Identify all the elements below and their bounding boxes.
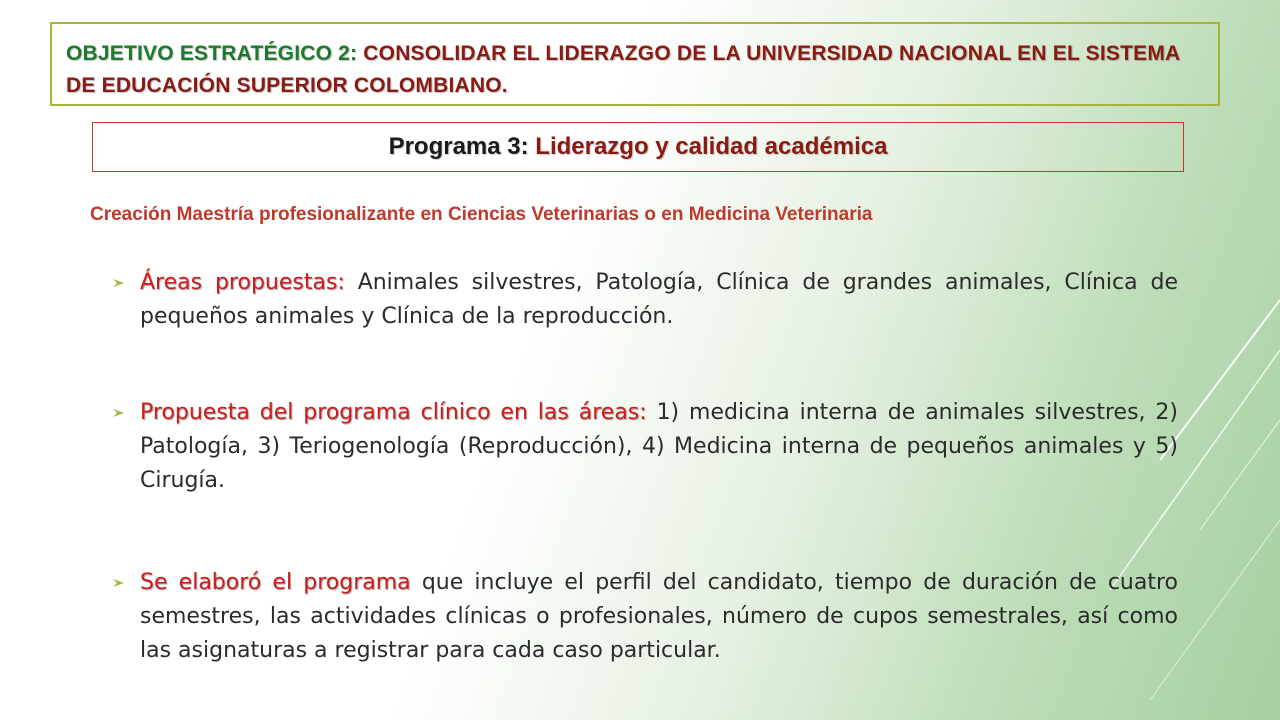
bullet-item [112,396,1178,498]
bullet-text: 1) medicina interna de animales silvestres, 2) Patología, 3) Teriogenología (Reproducción), 4) Medicina interna de pequeños animales y 5) Cirugía. [140,400,1178,493]
arrow-bullet-icon [112,407,128,419]
slide-subtitle: Creación Maestría profesionalizante en Ciencias Veterinarias o en Medicina Veterinaria [90,204,873,225]
objective-prefix: OBJETIVO ESTRATÉGICO 2: [66,42,364,65]
bullet-item [112,566,1178,668]
bullet-text: que incluye el perfil del candidato, tiempo de duración de cuatro semestres, las actividades clínicas o profesionales, número de cupos semestrales, así como las asignaturas a registrar para cada caso particular. [140,570,1178,663]
arrow-bullet-icon [112,577,128,589]
objective-text: CONSOLIDAR EL LIDERAZGO DE LA UNIVERSIDAD NACIONAL EN EL SISTEMA DE EDUCACIÓN SUPERIOR COLOMBIANO. [66,42,1180,97]
bullet-text: Animales silvestres, Patología, Clínica de grandes animales, Clínica de pequeños animales y Clínica de la reproducción. [140,270,1178,329]
arrow-bullet-icon [112,277,128,289]
bullet-item [112,266,1178,334]
program-box [92,122,1184,172]
program-prefix: Programa 3: [388,133,536,160]
objective-box [50,22,1220,106]
bullet-lead: Se elaboró el programa [140,570,411,595]
bullet-lead: Propuesta del programa clínico en las áreas: [140,400,647,425]
program-text: Liderazgo y calidad académica [535,133,888,160]
bullet-lead: Áreas propuestas: [140,270,345,295]
